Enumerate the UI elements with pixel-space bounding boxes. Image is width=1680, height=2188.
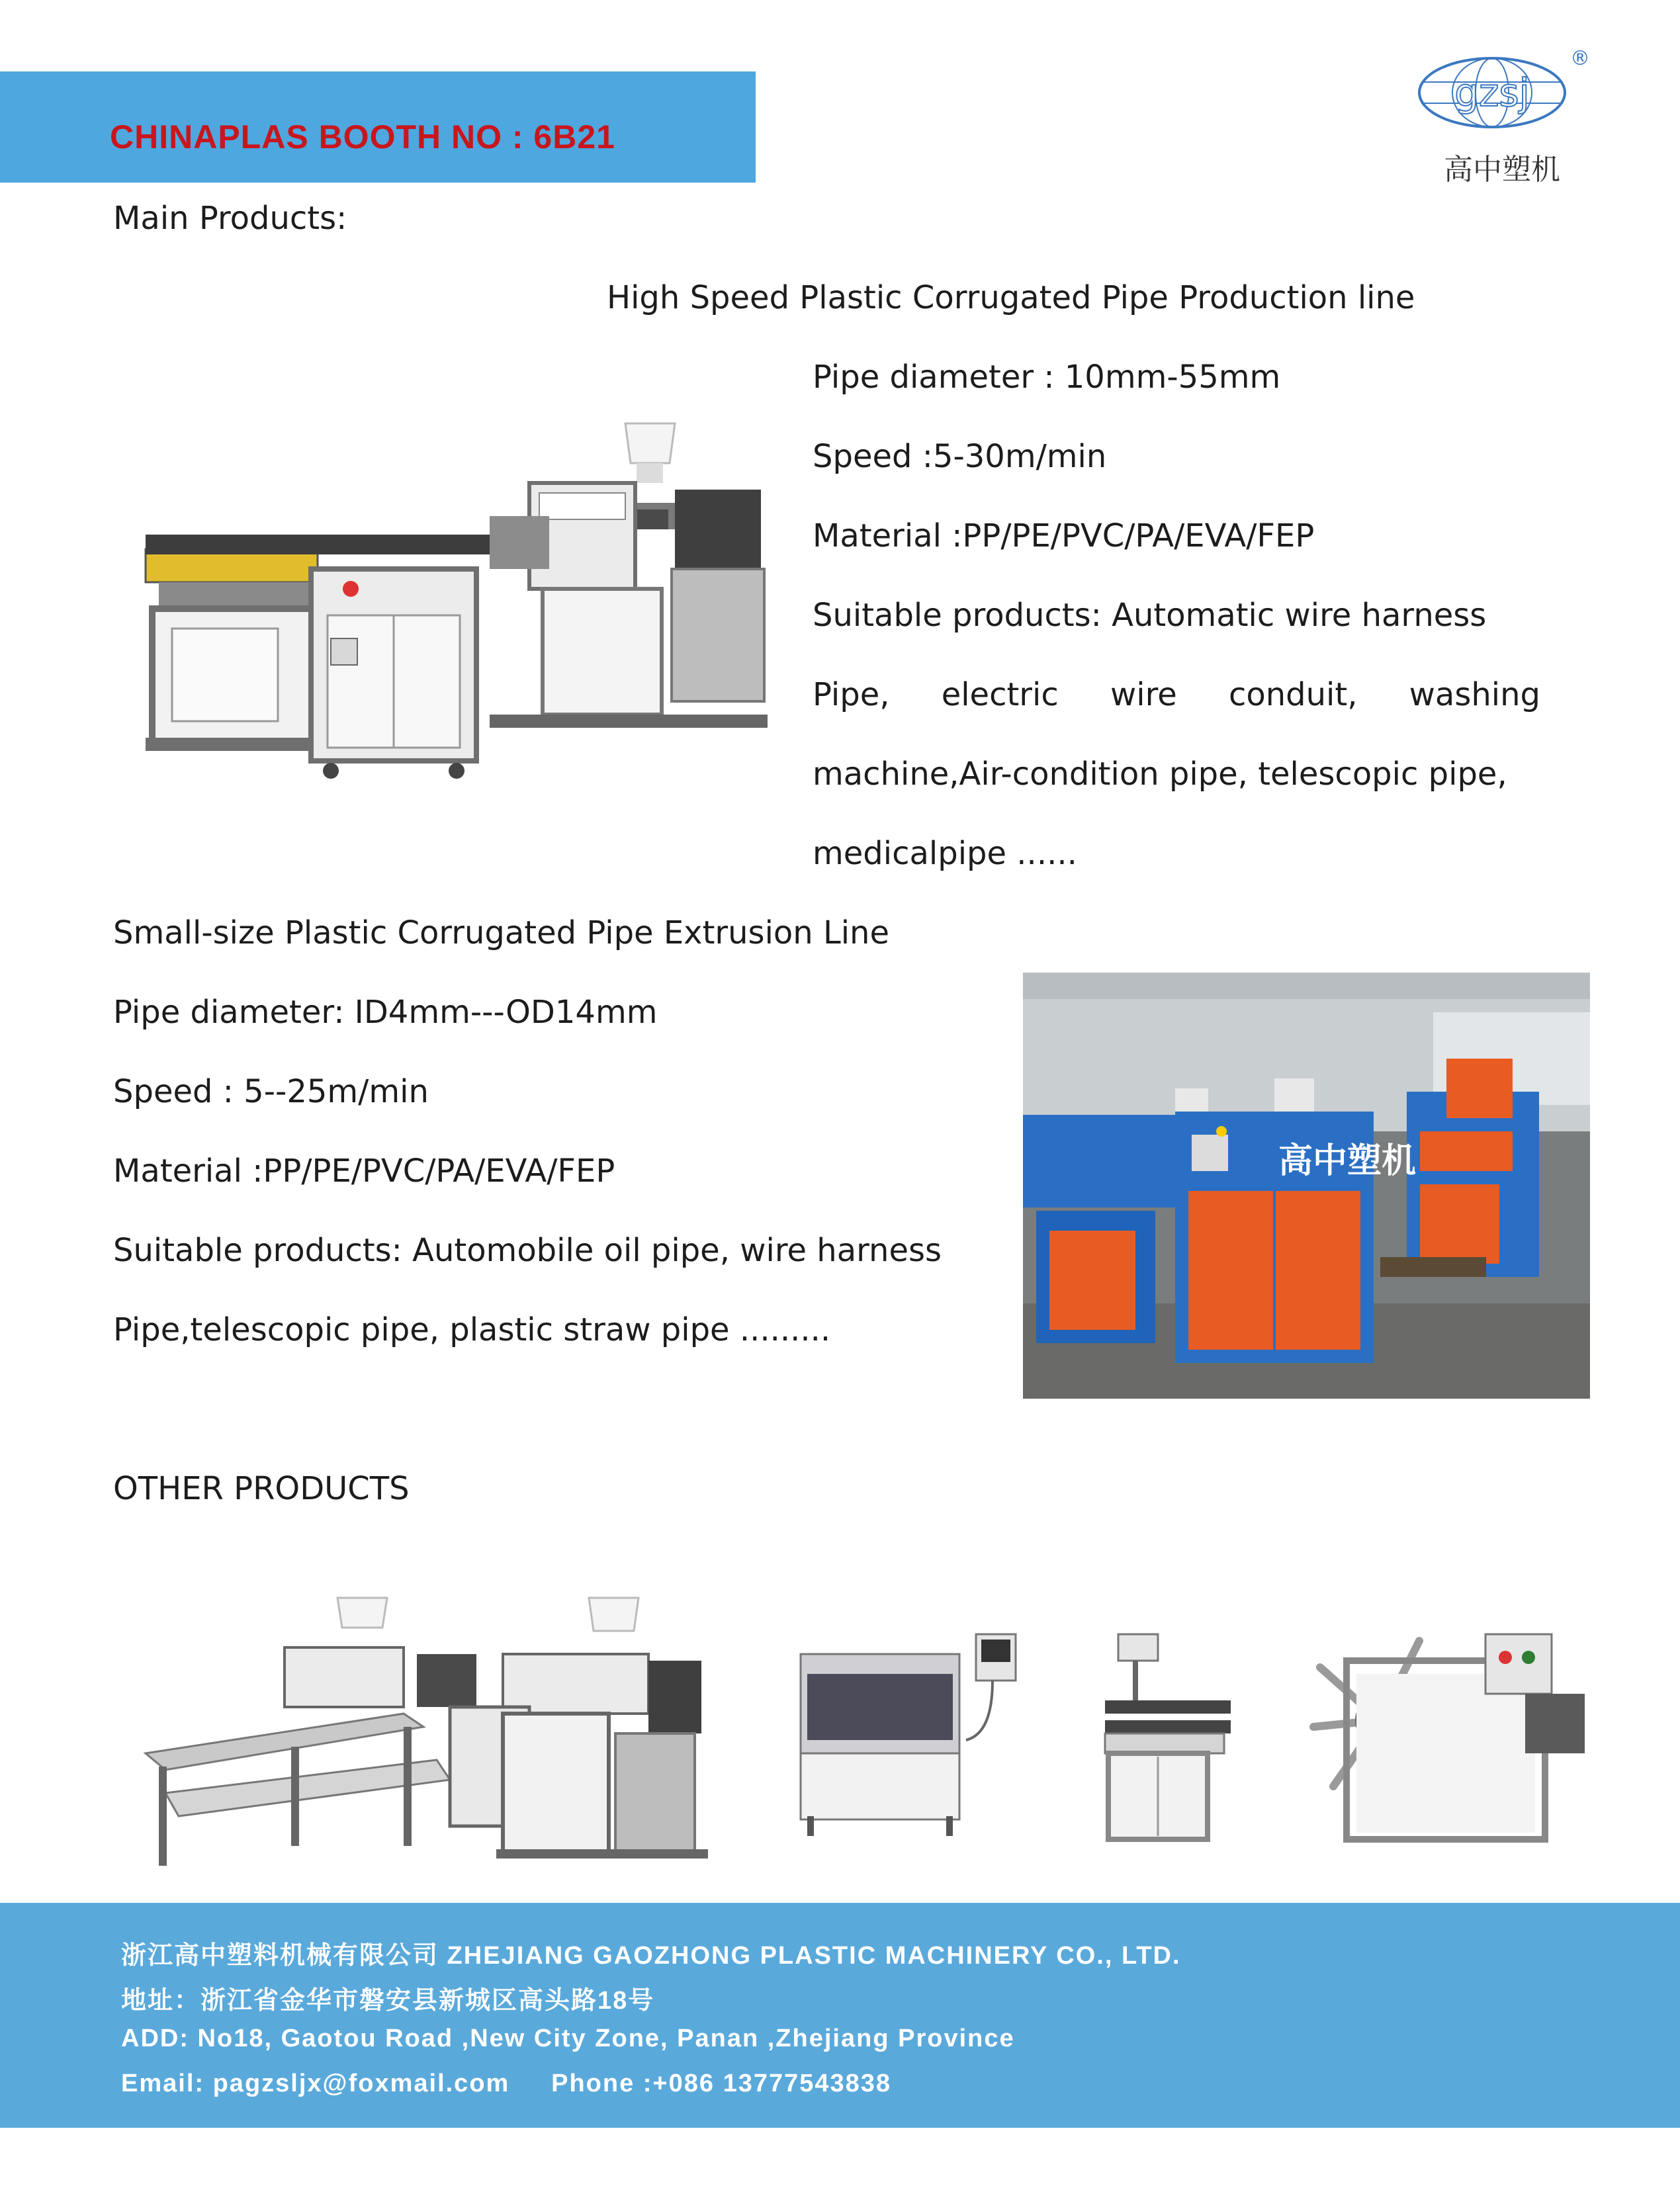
- word: wire: [1110, 676, 1177, 713]
- main-products-heading: Main Products:: [113, 200, 347, 237]
- word: washing: [1409, 676, 1540, 713]
- product2-spec-suitable: Suitable products: Automobile oil pipe, wire harness: [113, 1232, 942, 1269]
- product1-spec-diameter: Pipe diameter : 10mm-55mm: [813, 359, 1281, 396]
- product2-spec-diameter: Pipe diameter: ID4mm---OD14mm: [113, 994, 658, 1031]
- product2-spec-speed: Speed : 5--25m/min: [113, 1073, 429, 1110]
- product2-title: Small-size Plastic Corrugated Pipe Extrusion Line: [113, 914, 889, 951]
- product1-spec-justified-line: [813, 676, 1540, 713]
- other-products-heading: OTHER PRODUCTS: [113, 1470, 410, 1507]
- footer-company-name: 浙江高中塑料机械有限公司 ZHEJIANG GAOZHONG PLASTIC MACHINERY CO., LTD.: [121, 1942, 1181, 1970]
- product1-spec-continued: machine,Air-condition pipe, telescopic pipe,: [813, 756, 1507, 793]
- product1-machine-image: [132, 417, 794, 787]
- booth-number: CHINAPLAS BOOTH NO : 6B21: [110, 118, 615, 155]
- factory-photo-caption: 高中塑机: [1278, 1141, 1417, 1181]
- product1-spec-speed: Speed :5-30m/min: [813, 438, 1107, 475]
- product1-spec-suitable: Suitable products: Automatic wire harness: [813, 597, 1487, 634]
- registered-mark: ®: [1570, 47, 1590, 70]
- logo-text: gzsj: [1454, 70, 1530, 115]
- other-product-haul-off: [1092, 1628, 1237, 1853]
- other-product-cutting-machine: [794, 1628, 1022, 1839]
- product1-spec-end: medicalpipe ......: [813, 835, 1077, 872]
- other-product-coiler: [1307, 1621, 1591, 1846]
- product1-title: High Speed Plastic Corrugated Pipe Production line: [607, 279, 1415, 316]
- word: Pipe,: [813, 676, 890, 713]
- word: conduit,: [1228, 676, 1358, 713]
- footer-contact: Email: pagzsljx@foxmail.com Phone :+086 13777543838: [121, 2070, 892, 2097]
- footer-address-cn: 地址：浙江省金华市磐安县新城区高头路18号: [121, 1987, 655, 2015]
- logo-chinese-name: 高中塑机: [1444, 153, 1560, 187]
- other-product-extrusion-line: [139, 1588, 715, 1879]
- product1-spec-material: Material :PP/PE/PVC/PA/EVA/FEP: [813, 517, 1315, 554]
- product2-spec-material: Material :PP/PE/PVC/PA/EVA/FEP: [113, 1153, 615, 1190]
- word: electric: [941, 676, 1059, 713]
- product2-spec-suitable-cont: Pipe,telescopic pipe, plastic straw pipe .........: [113, 1311, 831, 1348]
- factory-photo: [1023, 973, 1590, 1399]
- footer-address-en: ADD: No18, Gaotou Road ,New City Zone, Panan ,Zhejiang Province: [121, 2025, 1015, 2052]
